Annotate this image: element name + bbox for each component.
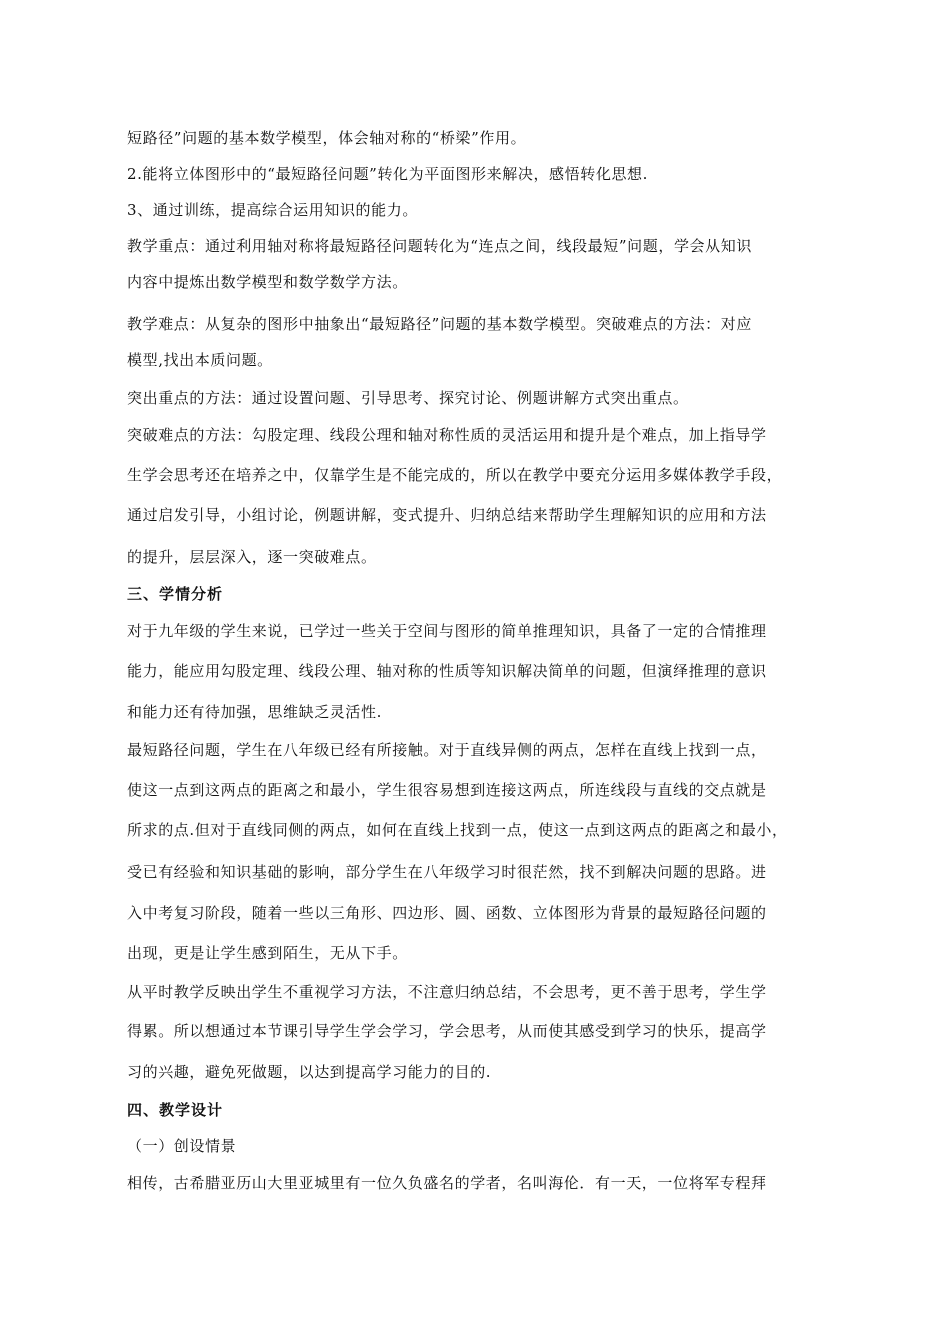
text-line: 出现，更是让学生感到陌生，无从下手。 xyxy=(127,944,408,962)
text-line: 最短路径问题，学生在八年级已经有所接触。对于直线异侧的两点，怎样在直线上找到一点， xyxy=(127,741,767,759)
text-line: 的提升，层层深入，逐一突破难点。 xyxy=(127,548,377,566)
text-line: 使这一点到这两点的距离之和最小，学生很容易想到连接这两点，所连线段与直线的交点就是 xyxy=(127,781,767,799)
text-line: 通过启发引导，小组讨论，例题讲解，变式提升、归纳总结来帮助学生理解知识的应用和方法 xyxy=(127,506,767,524)
section-heading: 四、教学设计 xyxy=(127,1101,224,1119)
subsection-heading: （一）创设情景 xyxy=(127,1137,237,1155)
text-line: 对于九年级的学生来说，已学过一些关于空间与图形的简单推理知识，具备了一定的合情推理 xyxy=(127,622,767,640)
text-line: 和能力还有待加强，思维缺乏灵活性. xyxy=(127,703,382,721)
text-line: 入中考复习阶段，随着一些以三角形、四边形、圆、函数、立体图形为背景的最短路径问题的 xyxy=(127,904,767,922)
text-line: 所求的点.但对于直线同侧的两点，如何在直线上找到一点，使这一点到这两点的距离之和最小， xyxy=(127,821,788,839)
text-line: 内容中提炼出数学模型和数学数学方法。 xyxy=(127,273,408,291)
section-heading: 三、学情分析 xyxy=(127,585,224,603)
text-line: 突出重点的方法：通过设置问题、引导思考、探究讨论、例题讲解方式突出重点。 xyxy=(127,389,689,407)
text-line: 教学重点：通过利用轴对称将最短路径问题转化为“连点之间，线段最短”问题，学会从知识 xyxy=(127,237,752,255)
text-line: 受已有经验和知识基础的影响，部分学生在八年级学习时很茫然，找不到解决问题的思路。进 xyxy=(127,863,767,881)
text-line: 生学会思考还在培养之中，仅靠学生是不能完成的，所以在教学中要充分运用多媒体教学手段， xyxy=(127,466,783,484)
text-line: 教学难点：从复杂的图形中抽象出“最短路径”问题的基本数学模型。突破难点的方法：对应 xyxy=(127,315,752,333)
text-line: 相传，古希腊亚历山大里亚城里有一位久负盛名的学者，名叫海伦．有一天，一位将军专程拜 xyxy=(127,1174,767,1192)
text-line: 得累。所以想通过本节课引导学生学会学习，学会思考，从而使其感受到学习的快乐，提高学 xyxy=(127,1022,767,1040)
text-line: 能力，能应用勾股定理、线段公理、轴对称的性质等知识解决简单的问题，但演绎推理的意识 xyxy=(127,662,767,680)
text-line: 模型,找出本质问题。 xyxy=(127,351,273,369)
text-line: 从平时教学反映出学生不重视学习方法，不注意归纳总结，不会思考，更不善于思考，学生学 xyxy=(127,983,767,1001)
text-line: 3、通过训练，提高综合运用知识的能力。 xyxy=(127,201,418,219)
text-line: 突破难点的方法：勾股定理、线段公理和轴对称性质的灵活运用和提升是个难点，加上指导学 xyxy=(127,426,767,444)
text-line: 短路径”问题的基本数学模型，体会轴对称的“桥梁”作用。 xyxy=(127,129,527,147)
text-line: 2.能将立体图形中的“最短路径问题”转化为平面图形来解决，感悟转化思想. xyxy=(127,165,649,183)
text-line: 习的兴趣，避免死做题，以达到提高学习能力的目的. xyxy=(127,1063,492,1081)
